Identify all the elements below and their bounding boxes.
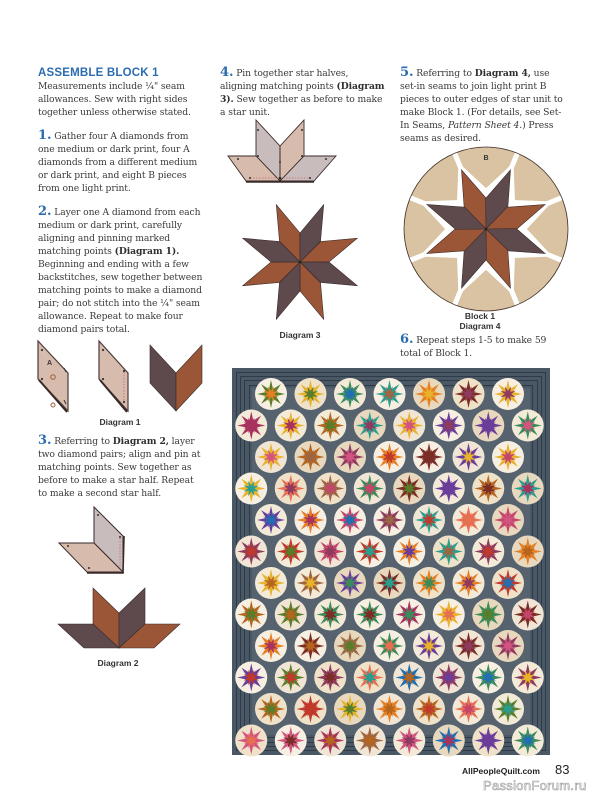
quilt-photo (232, 368, 550, 755)
intro-text: Measurements include ¼" seam allowances. Sew with right sides together unless otherwise stated. (38, 81, 191, 118)
step-number: 2. (38, 204, 52, 219)
svg-text:A: A (47, 360, 53, 367)
section-heading: ASSEMBLE BLOCK 1 (38, 67, 159, 79)
diagram-4-caption: Block 1 Diagram 4 (459, 311, 501, 331)
diagram-3 (238, 200, 362, 324)
step-6: 6. Repeat steps 1-5 to make 59 total of Block 1. (400, 332, 547, 359)
step-number: 3. (38, 433, 52, 448)
diagram-3-caption: Diagram 3 (279, 330, 321, 340)
step-3: 3. Referring to Diagram 2, layer two diamond pairs; align and pin at matching points. Sew together as before to make a star half. Repeat to make a second star half. (38, 433, 201, 499)
diagram-2-caption: Diagram 2 (97, 658, 139, 668)
page-number: 83 (555, 762, 570, 777)
step-number: 4. (220, 65, 234, 80)
diagram-4 (402, 145, 570, 313)
diagram-1 (30, 335, 210, 415)
left-column (38, 66, 203, 346)
step-number: 5. (400, 65, 414, 80)
step-4: 4. Pin together star halves, aligning matching points (Diagram 3). Sew together as before to make a star unit. (220, 65, 385, 118)
step-5: 5. Referring to Diagram 4, use set-in seams to join light print B pieces to outer edges of star unit to make Block 1. (For details, see Set-In Seams, Pattern Sheet 4.) Press seams as desired. (400, 65, 563, 144)
star-halves-diagram (230, 110, 390, 190)
svg-text:B: B (483, 155, 489, 162)
step-1: 1. Gather four A diamonds from one medium or dark print, four A diamonds from a different medium or dark print, and eight B pieces from one light print. (38, 128, 198, 194)
step-number: 6. (400, 332, 414, 347)
footer-site: AllPeopleQuilt.com (462, 766, 540, 776)
step-2: 2. Layer one A diamond from each medium or dark print, carefully aligning and pinning marked matching points (Diagram 1). Beginning and ending with a few backstitches, sew together between matching points to make a diamond pair; do not stitch into the ¼" seam allowance. Repeat to make four diamond pairs total. (38, 204, 203, 335)
diagram-2 (40, 500, 210, 660)
watermark: PassionForum.ru (483, 778, 587, 793)
step-number: 1. (38, 128, 52, 143)
quilt-field (252, 388, 530, 735)
diagram-1-caption: Diagram 1 (99, 417, 141, 427)
